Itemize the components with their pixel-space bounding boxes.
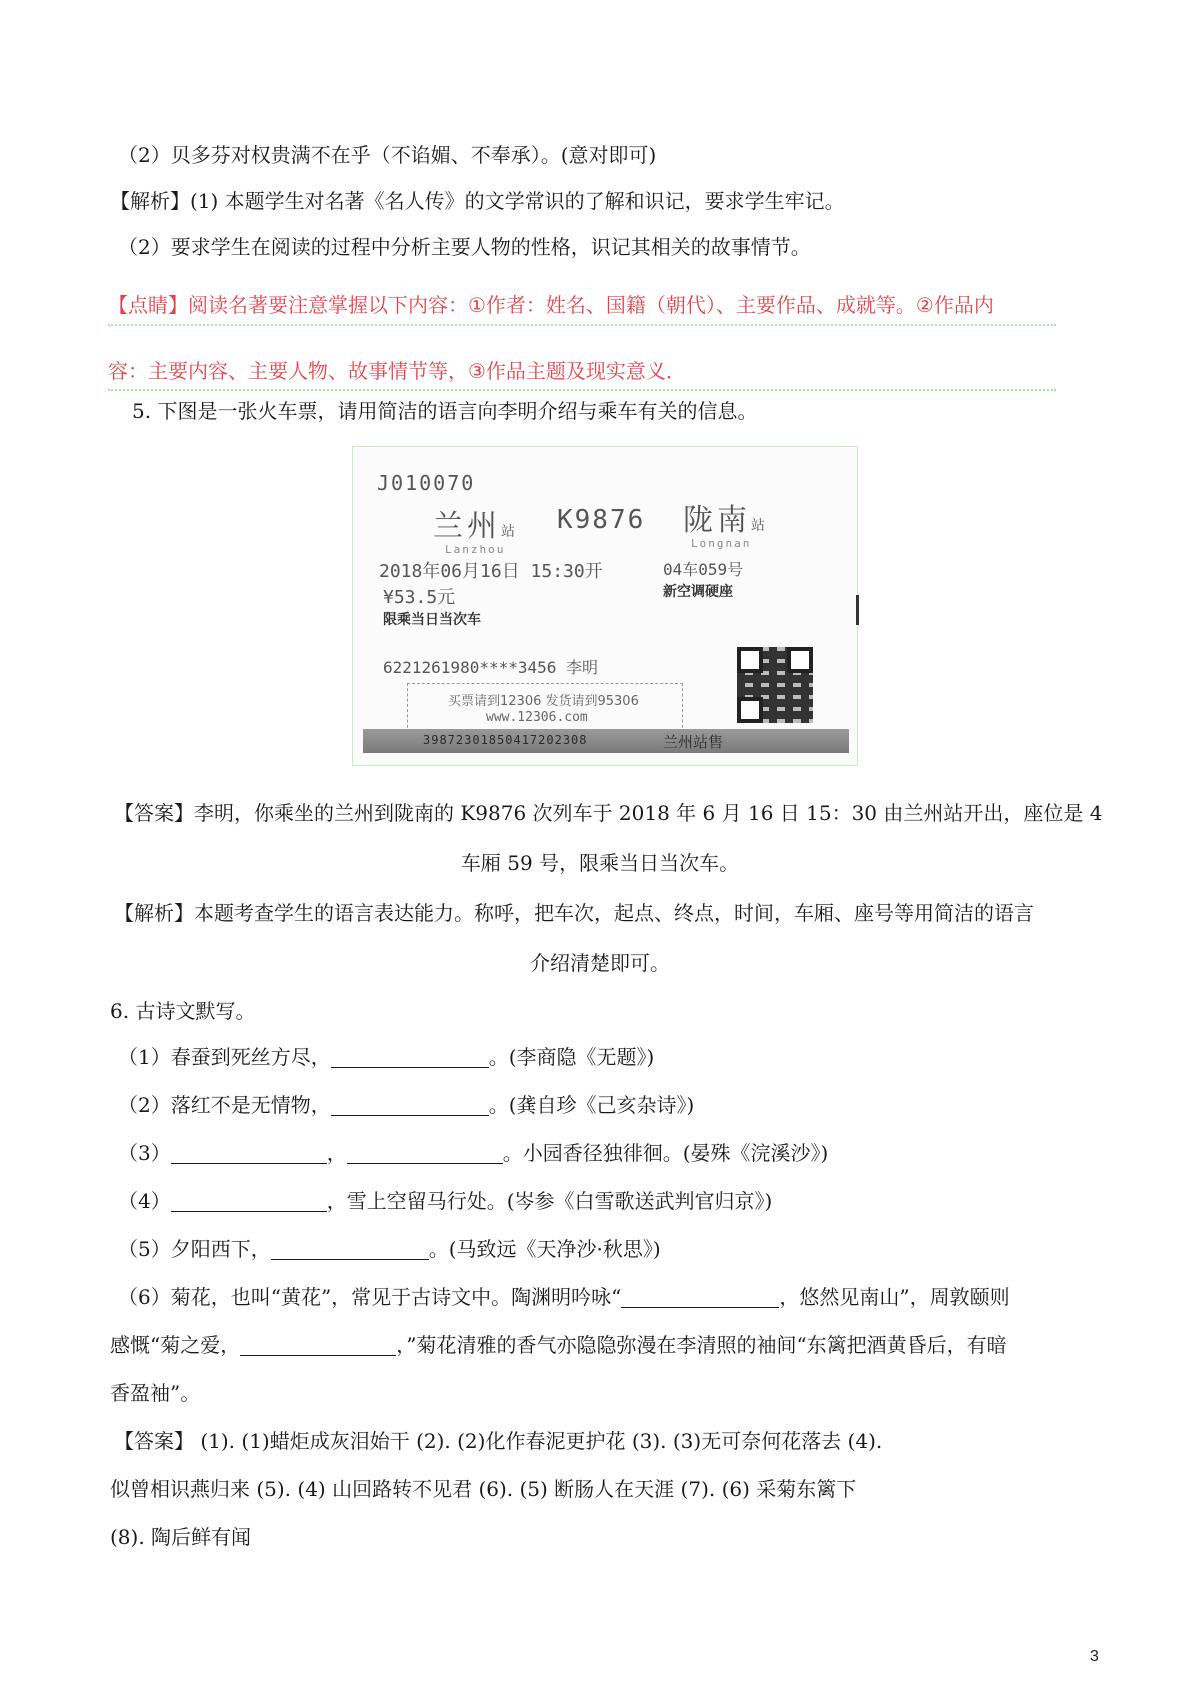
q6-item-6: （6）菊花，也叫“黄花”，常见于古诗文中。陶渊明吟咏“ ，悠然见南山”，周敦颐则 xyxy=(118,1285,1010,1309)
q4-jiexi-2: （2）要求学生在阅读的过程中分析主要人物的性格，识记其相关的故事情节。 xyxy=(118,235,811,259)
ticket-to-station: 陇南站 xyxy=(683,503,769,538)
q5-answer-1: 【答案】李明，你乘坐的兰州到陇南的 K9876 次列车于 2018 年 6 月 16 日 15：30 由兰州站开出，座位是 4 xyxy=(114,801,1103,825)
q6-item-3: （3） ， 。小园香径独徘徊。(晏殊《浣溪沙》) xyxy=(118,1141,829,1165)
q6-item-1: （1）春蚕到死丝方尽， 。(李商隐《无题》) xyxy=(118,1045,655,1069)
ticket-notice-url: www.12306.com xyxy=(486,710,588,725)
q6-item-5: （5）夕阳西下， 。(马致远《天净沙·秋思》) xyxy=(118,1237,661,1261)
ticket-datetime: 2018年06月16日 15:30开 xyxy=(379,561,603,582)
q6-item-2: （2）落红不是无情物， 。(龚自珍《己亥杂诗》) xyxy=(118,1093,695,1117)
q6-item-6-end: 香盈袖”。 xyxy=(110,1381,201,1405)
qr-code-icon xyxy=(737,647,813,723)
ticket-from-station: 兰州站 xyxy=(433,509,519,544)
ticket-seat-type: 新空调硬座 xyxy=(663,584,733,600)
ticket-barcode-station: 兰州站售 xyxy=(663,733,724,751)
ticket-price: ¥53.5元 xyxy=(383,587,456,608)
q6-answer-2: 似曾相识燕归来 (5). (4) 山回路转不见君 (6). (5) 断肠人在天涯 (7). (6) 采菊东篱下 xyxy=(110,1477,857,1501)
ticket-code: J010070 xyxy=(377,471,476,495)
q4-dianjing-1: 【点睛】阅读名著要注意掌握以下内容：①作者：姓名、国籍（朝代）、主要作品、成就等。②作品内 xyxy=(108,293,994,317)
q5-question: 5. 下图是一张火车票，请用简洁的语言向李明介绍与乘车有关的信息。 xyxy=(132,399,758,423)
q4-answer-2: （2）贝多芬对权贵满不在乎（不谄媚、不奉承）。(意对即可) xyxy=(118,143,657,167)
dotted-divider xyxy=(108,324,1056,326)
q4-jiexi-1: 【解析】(1) 本题学生对名著《名人传》的文学常识的了解和识记，要求学生牢记。 xyxy=(110,189,845,213)
q6-item-4: （4） ，雪上空留马行处。(岑参《白雪歌送武判官归京》) xyxy=(118,1189,773,1213)
ticket-id-name: 6221261980****3456 李明 xyxy=(383,658,599,677)
ticket-train-number: K9876 xyxy=(557,505,646,535)
ticket-limit-note: 限乘当日当次车 xyxy=(383,612,481,628)
dotted-divider xyxy=(108,389,1056,391)
q6-title: 6. 古诗文默写。 xyxy=(110,999,256,1023)
q5-jiexi-1: 【解析】本题考查学生的语言表达能力。称呼，把车次，起点、终点，时间，车厢、座号等用简洁的语言 xyxy=(114,901,1034,925)
ticket-seat: 04车059号 xyxy=(663,560,744,579)
ticket-edge-mark xyxy=(856,595,859,625)
q6-answer-1: 【答案】 (1). (1)蜡炬成灰泪始干 (2). (2)化作春泥更护花 (3). (3)无可奈何花落去 (4). xyxy=(114,1429,883,1453)
q6-answer-3: (8). 陶后鲜有闻 xyxy=(110,1525,252,1549)
train-ticket-image xyxy=(352,446,858,766)
q4-dianjing-2: 容：主要内容、主要人物、故事情节等，③作品主题及现实意义． xyxy=(108,359,686,383)
ticket-notice-box xyxy=(407,683,683,733)
ticket-to-pinyin: Longnan xyxy=(691,537,752,550)
ticket-from-pinyin: Lanzhou xyxy=(445,543,506,556)
ticket-barcode-number: 39872301850417202308 xyxy=(423,733,588,747)
q6-item-6-cont: 感慨“菊之爱， ，”菊花清雅的香气亦隐隐弥漫在李清照的袖间“东篱把酒黄昏后，有暗 xyxy=(110,1333,1007,1357)
ticket-barcode-strip xyxy=(363,729,849,753)
q5-jiexi-2: 介绍清楚即可。 xyxy=(530,951,670,975)
ticket-notice-text: 买票请到12306 发货请到95306 xyxy=(448,694,639,709)
page-number: 3 xyxy=(1090,1648,1099,1665)
q5-answer-2: 车厢 59 号，限乘当日当次车。 xyxy=(460,851,740,875)
